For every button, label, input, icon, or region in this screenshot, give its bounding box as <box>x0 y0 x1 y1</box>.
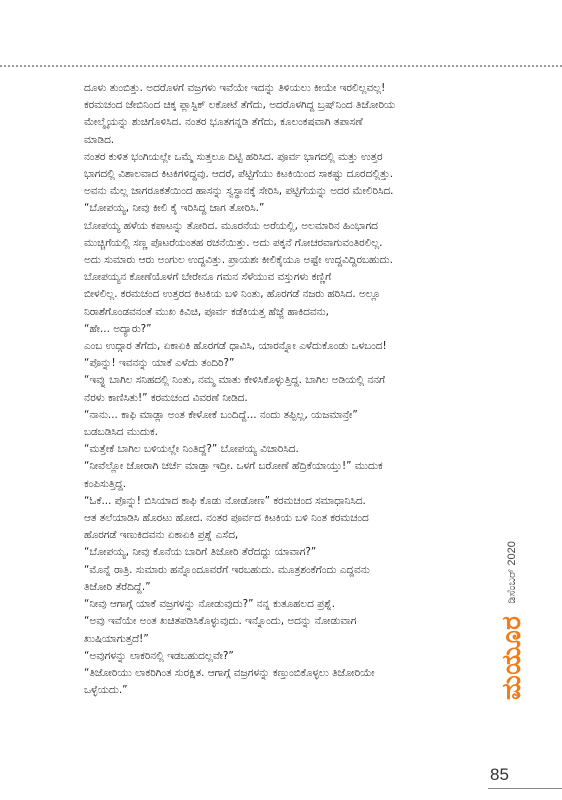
text-line: ತಿಜೋರಿ ತೆರೆದಿದ್ದೆ.” <box>84 580 151 593</box>
text-line: ಬೋಪಯ್ಯನ ಕೋಣೆಯೊಳಗೆ ಬೇರೇನೂ ಗಮನ ಸೆಳೆಯುವ ವಸ್ತುಗಳು ಕಣ್ಣಿಗೆ <box>84 271 332 284</box>
text-line: ಎಂಬ ಉದ್ಗಾರ ತೆಗೆದು, ಏಕಾಏಕಿ ಹೊರಗಡೆ ಧಾವಿಸಿ, ಯಾರನ್ನೋ ಎಳೆದುಕೊಂಡು ಒಳಬಂದ! <box>84 340 387 353</box>
text-line: ಖುಷಿಯಾಗುತ್ತದೆ!” <box>84 632 149 645</box>
text-line: ಭಾಗದಲ್ಲಿ ವಿಶಾಲವಾದ ಕಿಟಕಿಗಳಿದ್ದವು. ಆದರೆ, ಪೆಟ್ಟಿಗೆಯು ಕಿಟಕಿಯಿಂದ ಸಾಕಷ್ಟು ದೂರದಲ್ಲಿತ್ತು. <box>84 168 394 181</box>
text-line: “ನಾನು... ಕಾಫಿ ಮಾಡ್ಲಾ ಅಂತ ಕೇಳೋಕೆ ಬಂದಿದ್ದೆ... ನಂದು ತಪ್ಪಿಲ್ಲ, ಯಜಮಾನ್ರೇ” <box>84 408 358 421</box>
text-line: ನಿರಾಶೆಗೊಂಡವನಂತೆ ಮುಖ ಕಿವಿಚಿ, ಪೂರ್ವ ಕಡೆಕಿಯತ್ತ ಹೆಜ್ಜೆ ಹಾಕಿದವನು, <box>84 305 329 318</box>
text-line: ಬಡಬಡಿಸಿದ ಮುದುಕ. <box>84 426 158 439</box>
article-body <box>84 80 480 699</box>
text-line: “ಬೋಪಯ್ಯ, ನೀವು ಕೀಲಿ ಕೈ ಇರಿಸಿದ್ದ ಜಾಗ ತೋರಿಸಿ.” <box>84 202 265 215</box>
text-line: “ಮತ್ತೇಕೆ ಬಾಗಿಲ ಬಳಿಯಲ್ಲೇ ನಿಂತಿದ್ದೆ?” ಬೋಪಯ್ಯ ವಿಚಾರಿಸಿದ. <box>84 443 299 456</box>
text-line: ಕಂಪಿಸುತ್ತಿದ್ದ. <box>84 477 127 490</box>
text-line: ಮೇಲ್ಮೈಯನ್ನು ಶುಚಿಗೊಳಿಸಿದ. ನಂತರ ಭೂತಗನ್ನಡಿ ತೆಗೆದು, ಕೂಲಂಕಷವಾಗಿ ತಪಾಸಣೆ <box>84 116 363 129</box>
issue-date: ಡಿಸೆಂಬರ್ 2020 <box>506 541 518 604</box>
text-line: ದೂಳು ತುಂಬಿತ್ತು. ಅದರೊಳಗೆ ವಜ್ರಗಳು ಇವೆಯೇ ಇದನ್ನು ತಿಳಿಯಲು ಕೀಯೇ ಇರಲಿಲ್ಲವಲ್ಲ! <box>84 82 386 94</box>
text-line: “ಅವು ಇವೆಯೇ ಅಂತ ಖಚಿತಪಡಿಸಿಕೊಳ್ಳುವುದು. ಇನ್ನೊಂದು, ಅದನ್ನು ನೋಡುವಾಗ <box>84 615 357 628</box>
text-line: ಒಳ್ಳೆಯದು.” <box>84 684 128 697</box>
text-line: “ಪೊನ್ನು! ಇವನನ್ನು ಯಾಕೆ ಎಳೆದು ತಂದಿರಿ?” <box>84 357 235 370</box>
text-line: ಆತ ತಲೆಯಾಡಿಸಿ ಹೊರಟು ಹೋದ. ನಂತರ ಪೂರ್ವದ ಕಿಟಕಿಯ ಬಳಿ ನಿಂತ ಕರಮಚಂದ <box>84 512 369 525</box>
page-number-rule <box>488 788 562 789</box>
text-line: ಅವನು ಮೆಲ್ಲ ಜಾಗರೂಕತೆಯಿಂದ ಹಾಸನ್ನು ಸ್ವಸ್ಥಾನಕ್ಕೆ ಸೇರಿಸಿ, ಪಟ್ಟಿಗೆಯನ್ನು ಅದರ ಮೇಲಿರಿಸಿದ. <box>84 185 394 198</box>
text-line: “ಓಕೆ... ಪೊನ್ನು! ಬಿಸಿಯಾದ ಕಾಫಿ ಕೊಡು ನೋಡೋಣ” ಕರಮಚಂದ ಸಮಾಧಾನಿಸಿದ. <box>84 494 366 507</box>
text-line: ಮುಚ್ಚಿಗೆಯಲ್ಲಿ ಸಣ್ಣ ಪೊಟರೆಯಂತಹ ರಚನೆಯಿತ್ತು. ಅದು ಪಕ್ಕನೆ ಗೋಚರವಾಗುವಂತಿರಲಿಲ್ಲ. <box>84 236 383 249</box>
text-line: “ಅವುಗಳನ್ನು ಲಾಕರಿನಲ್ಲಿ ಇಡಬಹುದಲ್ಲವೇ?” <box>84 649 234 662</box>
page-number: 85 <box>490 765 509 784</box>
top-dotted-divider <box>0 65 562 67</box>
text-line: ಹೊರಗಡೆ ಇಣುಕಿದವನು ಏಕಾಏಕಿ ಪ್ರಶ್ನೆ ಎಸೆದ, <box>84 529 239 542</box>
text-line: “ಹೇ... ಅದ್ಯಾರು?” <box>84 322 152 335</box>
text-line: “ಇವ್ನು ಬಾಗಿಲ ಸನಿಹದಲ್ಲಿ ನಿಂತು, ನಮ್ಮ ಮಾತು ಕೇಳಿಸಿಕೊಳ್ಳುತ್ತಿದ್ದ. ಬಾಗಿಲ ಅಡಿಯಲ್ಲಿ ನನಗೆ <box>84 374 385 387</box>
text-line: ನೆರಳು ಕಾಣಿಸಿತು!” ಕರಮಚಂದ ವಿವರಣೆ ನೀಡಿದ. <box>84 391 248 404</box>
text-line: “ಮೊನ್ನೆ ರಾತ್ರಿ. ಸುಮಾರು ಹನ್ನೊಂದೂವರೆಗೆ ಇರಬಹುದು. ಮೂತ್ರಶಂಕೆಗೆಂದು ಎದ್ದವನು <box>84 563 370 576</box>
magazine-sidebar <box>497 541 528 700</box>
text-line: “ತಿಜೋರಿಯು ಲಾಕರಿಗಿಂತ ಸುರಕ್ಷಿತ. ಆಗಾಗ್ಗೆ ವಜ್ರಗಳನ್ನು ಕಣ್ತುಂಬಿಕೊಳ್ಳಲು ತಿಜೋರಿಯೇ <box>84 666 375 679</box>
text-line: “ಬೋಪಯ್ಯ, ನೀವು ಕೊನೆಯ ಬಾರಿಗೆ ತಿಜೋರಿ ತೆರೆದದ್ದು ಯಾವಾಗ?” <box>84 546 317 559</box>
text-line: ಬೋಪಯ್ಯ ಹಳೆಯ ಕಪಾಟನ್ನು ತೋರಿದ. ಮೂರನೆಯ ಅರೆಯಲ್ಲಿ, ಅಲಮಾರಿನ ಹಿಂಭಾಗದ <box>84 219 378 232</box>
text-line: ಮಾಡಿದ. <box>84 133 115 146</box>
text-line: “ನೀವು ಆಗಾಗ್ಗೆ ಯಾಕೆ ವಜ್ರಗಳನ್ನು ನೋಡುವುದು?” ನನ್ನ ಕುತೂಹಲದ ಪ್ರಶ್ನೆ. <box>84 598 336 611</box>
text-line: “ನೀವೆಲ್ಲೋ ಜೋರಾಗಿ ಚರ್ಚೆ ಮಾಡ್ತಾ ಇದ್ರೀ. ಒಳಗೆ ಬರೋಣೆ ಹೆದ್ರಿಕೆಯಾಯ್ತು!” ಮುದುಕ <box>84 460 383 473</box>
text-line: ಅದು ಸುಮಾರು ಆರು ಅಂಗುಲ ಉದ್ದವಿತ್ತು. ಪ್ರಾಯಶಃ ಕೀಲಿಕೈಯೂ ಅಷ್ಟೇ ಉದ್ದವಿದ್ದಿರಬಹುದು. <box>84 254 393 267</box>
text-line: ನಂತರ ಕುಳಿತ ಭಂಗಿಯಲ್ಲೇ ಒಮ್ಮೆ ಸುತ್ತಲೂ ದಿಟ್ಟಿ ಹರಿಸಿದ. ಪೂರ್ವ ಭಾಗದಲ್ಲಿ ಮತ್ತು ಉತ್ತರ <box>84 150 383 163</box>
text-line: ಬೀಳಲಿಲ್ಲ. ಕರಮಚಂದ ಉತ್ತರದ ಕಿಟಕಿಯ ಬಳಿ ನಿಂತು, ಹೊರಗಡೆ ನಜರು ಹರಿಸಿದ. ಅಲ್ಲೂ <box>84 288 381 301</box>
text-line: ಕರಮಚಂದ ಜೇಬಿನಿಂದ ಚಿಕ್ಕ ಪ್ಲಾಸ್ಟಿಕ್ ಲಕೋಟೆ ತೆಗೆದು, ಅದರೊಳಗಿದ್ದ ಬ್ರಷ್‌ನಿಂದ ತಿಜೋರಿಯ <box>84 99 396 112</box>
magazine-logo: ಮಯೂರ <box>497 615 527 700</box>
